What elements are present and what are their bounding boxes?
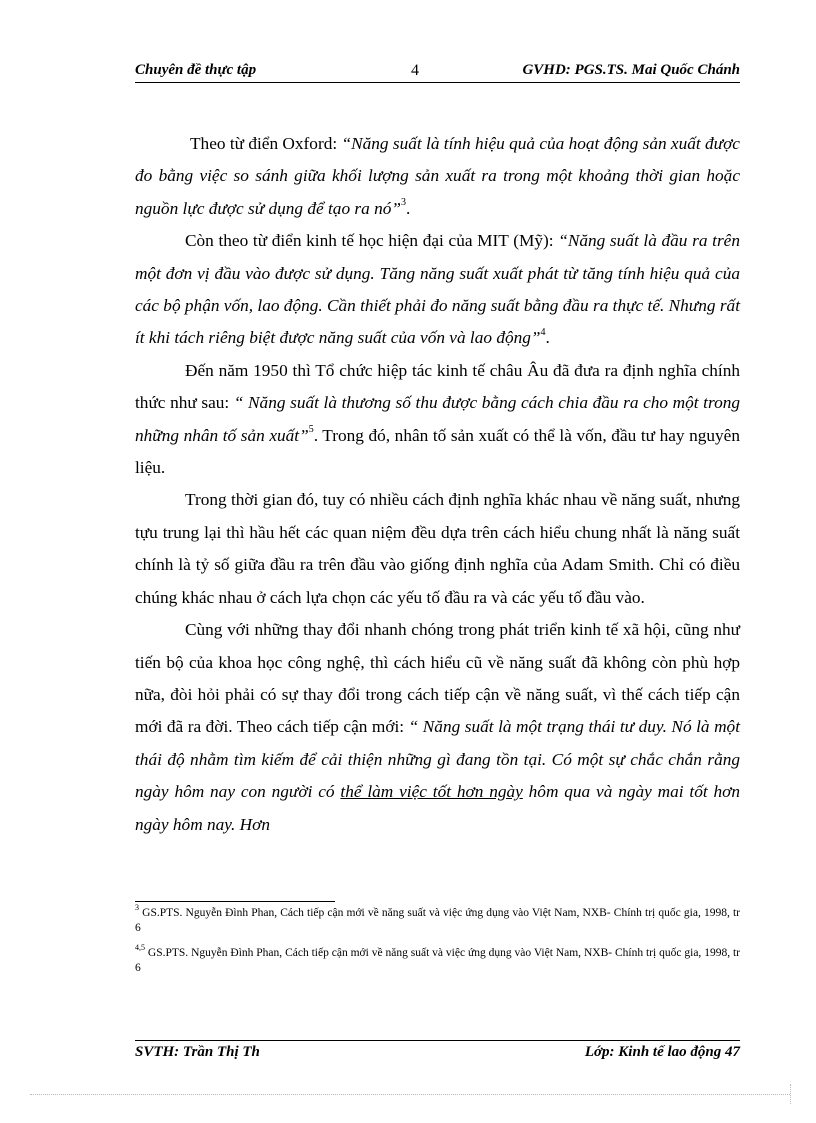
footnote-text: GS.PTS. Nguyễn Đình Phan, Cách tiếp cận mới về năng suất và việc ứng dụng vào Việt Nam, NXB- Chính trị quốc gia, 1998, tr 6 (135, 947, 740, 974)
quote-text: hôm qua và ngày mai tốt hơn ngày hôm nay. Hơn (135, 782, 740, 834)
quote-text: “ Năng suất là một trạng thái tư duy. Nó là một thái độ nhằm tìm kiếm để cải thiện những gì đang tồn tại. Có một sự chắc chắn rằng ngày hôm nay con người có (135, 717, 741, 802)
paragraph-text: . Trong đó, nhân tố sản xuất có thể là vốn, đầu tư hay nguyên liệu. (135, 425, 740, 478)
footnote-ref: 5 (308, 423, 314, 435)
page-edge-dotted-line (30, 1094, 790, 1095)
quote-text: “ Năng suất là thương số thu được bằng cách chia đầu ra cho một trong những nhân tố sản xuất” (135, 393, 740, 445)
paragraph-1950 (135, 355, 740, 485)
page-number: 4 (411, 62, 419, 79)
page-corner-dotted-line (790, 1084, 791, 1104)
body-text (135, 128, 740, 841)
paragraph-text: Còn theo từ điển kinh tế học hiện đại của MIT (Mỹ): (185, 231, 559, 251)
paragraph-mit (135, 225, 740, 355)
paragraph-oxford (135, 128, 740, 225)
header-document-type: Chuyên đề thực tập (135, 62, 257, 78)
page-header (135, 60, 740, 83)
footer-class: Lớp: Kinh tế lao động 47 (584, 1044, 740, 1060)
footnote-ref: 3 (401, 197, 406, 209)
paragraph-text: . (406, 198, 411, 218)
page-footer (135, 1040, 740, 1063)
footnote-ref: 4 (540, 326, 546, 338)
footnotes (135, 903, 740, 986)
footnote-text: GS.PTS. Nguyễn Đình Phan, Cách tiếp cận mới về năng suất và việc ứng dụng vào Việt Nam, NXB- Chính trị quốc gia, 1998, tr 6 (135, 907, 740, 934)
footnote-marker: 3 (135, 903, 139, 913)
footnote-4-5 (135, 943, 740, 976)
paragraph-new-approach (135, 614, 740, 841)
paragraph-text: Cùng với những thay đổi nhanh chóng trong phát triển kinh tế xã hội, cũng như tiến bộ của khoa học công nghệ, thì cách hiểu cũ về năng suất đã không còn phù hợp nữa, đòi hỏi phải có sự thay đổi trong cách tiếp cận về năng suất, vì thế cách tiếp cận mới đã ra đời. Theo cách tiếp cận mới: (135, 620, 740, 737)
footnote-separator (135, 901, 335, 902)
header-advisor: GVHD: PGS.TS. Mai Quốc Chánh (522, 62, 740, 78)
footer-student: SVTH: Trần Thị Th (135, 1044, 260, 1060)
quote-text: “Năng suất là tính hiệu quả của hoạt động sản xuất được đo bằng việc so sánh giữa khối lượng sản xuất ra trong một khoảng thời gian hoặc nguồn lực được sử dụng để tạo ra nó” (135, 134, 740, 218)
paragraph-text: . (545, 328, 550, 348)
underlined-quote-text: thể làm việc tốt hơn ngày (340, 782, 523, 802)
quote-text: “Năng suất là đầu ra trên một đơn vị đầu vào được sử dụng. Tăng năng suất xuất phát từ tăng tính hiệu quả của các bộ phận vốn, lao động. Cần thiết phải đo năng suất bằng đầu ra thực tế. Nhưng rất ít khi tách riêng biệt được năng suất của vốn và lao động” (135, 231, 740, 348)
footnote-marker: 4,5 (135, 943, 145, 953)
footnote-3 (135, 903, 740, 936)
paragraph-text: Theo từ điển Oxford: (190, 134, 342, 153)
paragraph-adam-smith: Trong thời gian đó, tuy có nhiều cách định nghĩa khác nhau về năng suất, nhưng tựu trung lại thì hầu hết các quan niệm đều dựa trên cách hiểu chung nhất là năng suất chính là tỷ số giữa đầu ra trên đầu vào giống định nghĩa của Adam Smith. Chỉ có điều chúng khác nhau ở cách lựa chọn các yếu tố đầu ra và các yếu tố đầu vào. (135, 490, 740, 607)
paragraph-text: Đến năm 1950 thì Tổ chức hiệp tác kinh tế châu Âu đã đưa ra định nghĩa chính thức như sau: (135, 360, 740, 413)
